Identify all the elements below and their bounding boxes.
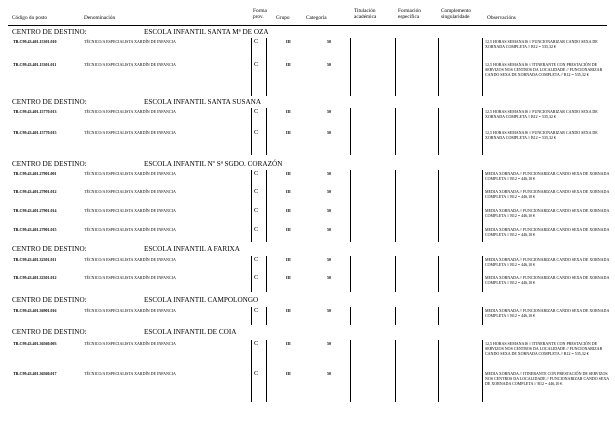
center-heading [12, 28, 269, 36]
forma-provision: C [254, 170, 259, 177]
column-rule [251, 307, 252, 325]
post-denomination: TÉCNICO/A ESPECIALISTA XARDÍN DE INFANCIA [84, 227, 176, 232]
school-name: ESCOLA INFANTIL CAMPOLONGO [144, 296, 259, 304]
center-heading [12, 160, 283, 168]
group-value: III [286, 189, 291, 194]
column-rule [350, 307, 351, 325]
forma-provision: C [254, 207, 259, 214]
category-value: 50 [327, 62, 331, 67]
header-codigo: Código do posto [12, 15, 48, 21]
column-rule [438, 108, 439, 155]
column-rule [482, 307, 483, 325]
post-denomination: TÉCNICO/A ESPECIALISTA XARDÍN DE INFANCIA [84, 189, 176, 194]
header-observacions: Observacións [487, 15, 516, 21]
school-name: ESCOLA INFANTIL SANTA Mª DE OZA [144, 28, 269, 36]
observations-text: MEDIA XORNADA // ITINERANTE CON PRESTACIÓN DE SERVIZOS NOS CENTROS DA LOCALIDADE // FUNCIONARIZAR CANDO SEXA DE XORNADA COMPLETA // B12 = 446,10 € [485, 371, 609, 386]
column-rule [266, 170, 267, 242]
post-denomination: TÉCNICO/A ESPECIALISTA XARDÍN DE INFANCIA [84, 109, 176, 114]
observations-text: MEDIA XORNADA // FUNCIONARIZAR CANDO SEXA DE XORNADA COMPLETA // B12 = 446,10 € [485, 308, 610, 318]
header-complemento: Complemento singularidade [441, 8, 472, 20]
observations-text: 12,5 HORAS SEMANAIS // ITINERANTE CON PRESTACIÓN DE SERVIZOS NOS CENTROS DA LOCALIDADE // FUNCIONARIZAR CANDO SEXA DE XORNADA COMPLETA // B12 = 535,32 € [485, 341, 603, 356]
header-formacion: Formación específica [398, 8, 421, 20]
observations-text: MEDIA XORNADA // FUNCIONARIZAR CANDO SEXA DE XORNADA COMPLETA // B12 = 446,10 € [485, 208, 610, 218]
group-value: III [286, 371, 291, 376]
category-value: 50 [327, 39, 331, 44]
header-forma: Forma prov. [253, 8, 267, 20]
column-rule [350, 340, 351, 402]
post-code: TR.C99.43.401.36560.017 [13, 371, 57, 376]
observations-text: 12,5 HORAS SEMANAIS // FUNCIONARIZAR CANDO SEXA DE XORNADA COMPLETA // B12 = 535,32 € [485, 130, 598, 140]
center-heading [12, 245, 240, 253]
center-label: CENTRO DE DESTINO: [12, 28, 87, 36]
center-heading [12, 98, 262, 106]
header-denominacion: Denominación [84, 15, 116, 21]
column-rule [482, 340, 483, 402]
category-value: 50 [327, 257, 331, 262]
forma-provision: C [254, 307, 259, 314]
header-rule [8, 25, 607, 26]
column-rule [395, 108, 396, 155]
center-label: CENTRO DE DESTINO: [12, 245, 87, 253]
category-value: 50 [327, 109, 331, 114]
column-rule [395, 38, 396, 96]
category-value: 50 [327, 171, 331, 176]
post-denomination: TÉCNICO/A ESPECIALISTA XARDÍN DE INFANCIA [84, 39, 176, 44]
column-rule [438, 38, 439, 96]
post-code: TR.C99.43.401.27901.012 [13, 189, 57, 194]
category-value: 50 [327, 308, 331, 313]
group-value: III [286, 171, 291, 176]
observations-text: MEDIA XORNADA // FUNCIONARIZAR CANDO SEXA DE XORNADA COMPLETA // B12 = 446,10 € [485, 257, 610, 267]
post-code: TR.C99.43.401.15301.010 [13, 39, 57, 44]
column-rule [395, 256, 396, 292]
post-code: TR.C99.43.401.27901.001 [13, 171, 57, 176]
category-value: 50 [327, 208, 331, 213]
post-denomination: TÉCNICO/A ESPECIALISTA XARDÍN DE INFANCIA [84, 275, 176, 280]
center-label: CENTRO DE DESTINO: [12, 328, 87, 336]
group-value: III [286, 275, 291, 280]
column-rule [482, 256, 483, 292]
post-code: TR.C99.43.401.27901.015 [13, 227, 57, 232]
forma-provision: C [254, 340, 259, 347]
post-code: TR.C99.43.401.36901.016 [13, 308, 57, 313]
center-label: CENTRO DE DESTINO: [12, 98, 87, 106]
post-denomination: TÉCNICO/A ESPECIALISTA XARDÍN DE INFANCIA [84, 371, 176, 376]
post-code: TR.C99.43.401.27901.014 [13, 208, 57, 213]
header-categoria: Categoría [306, 15, 327, 21]
column-rule [395, 170, 396, 242]
column-rule [482, 108, 483, 155]
column-rule [266, 307, 267, 325]
post-denomination: TÉCNICO/A ESPECIALISTA XARDÍN DE INFANCIA [84, 171, 176, 176]
category-value: 50 [327, 275, 331, 280]
column-rule [251, 38, 252, 96]
column-rule [266, 340, 267, 402]
group-value: III [286, 109, 291, 114]
category-value: 50 [327, 341, 331, 346]
observations-text: 12,5 HORAS SEMANAIS // FUNCIONARIZAR CANDO SEXA DE XORNADA COMPLETA // B12 = 535,32 € [485, 39, 598, 49]
column-rule [438, 340, 439, 402]
center-label: CENTRO DE DESTINO: [12, 296, 87, 304]
group-value: III [286, 227, 291, 232]
post-code: TR.C99.43.401.32301.011 [13, 257, 57, 262]
column-rule [251, 108, 252, 155]
category-value: 50 [327, 371, 331, 376]
forma-provision: C [254, 226, 259, 233]
column-rule [350, 38, 351, 96]
group-value: III [286, 341, 291, 346]
post-code: TR.C99.43.401.36560.003 [13, 341, 57, 346]
column-rule [266, 38, 267, 96]
forma-provision: C [254, 129, 259, 136]
forma-provision: C [254, 61, 259, 68]
post-code: TR.C99.43.401.15770.013 [13, 109, 57, 114]
group-value: III [286, 130, 291, 135]
group-value: III [286, 257, 291, 262]
column-rule [251, 170, 252, 242]
column-rule [251, 256, 252, 292]
school-name: ESCOLA INFANTIL Nº Sª SGDO. CORAZÓN [144, 160, 283, 168]
post-denomination: TÉCNICO/A ESPECIALISTA XARDÍN DE INFANCIA [84, 257, 176, 262]
forma-provision: C [254, 108, 259, 115]
school-name: ESCOLA INFANTIL SANTA SUSANA [144, 98, 262, 106]
column-rule [438, 256, 439, 292]
observations-text: 12,5 HORAS SEMANAIS // FUNCIONARIZAR CANDO SEXA DE XORNADA COMPLETA // B12 = 535,32 € [485, 109, 598, 119]
category-value: 50 [327, 227, 331, 232]
observations-text: MEDIA XORNADA // FUNCIONARIZAR CANDO SEXA DE XORNADA COMPLETA // B12 = 446,10 € [485, 189, 610, 199]
forma-provision: C [254, 256, 259, 263]
column-rule [350, 256, 351, 292]
forma-provision: C [254, 188, 259, 195]
school-name: ESCOLA INFANTIL A FARIXA [144, 245, 240, 253]
group-value: III [286, 62, 291, 67]
school-name: ESCOLA INFANTIL DE COIA [144, 328, 237, 336]
column-rule [251, 340, 252, 402]
header-grupo: Grupo [276, 15, 290, 21]
column-rule [482, 170, 483, 242]
observations-text: 12,5 HORAS SEMANAIS // ITINERANTE CON PRESTACIÓN DE SERVIZOS NOS CENTROS DA LOCALIDADE // FUNCIONARIZAR CANDO SEXA DE XORNADA COMPLETA // B12 = 535,32 € [485, 62, 603, 77]
center-label: CENTRO DE DESTINO: [12, 160, 87, 168]
column-rule [350, 108, 351, 155]
center-heading [12, 296, 259, 304]
post-denomination: TÉCNICO/A ESPECIALISTA XARDÍN DE INFANCIA [84, 208, 176, 213]
column-rule [395, 340, 396, 402]
post-code: TR.C99.43.401.15301.011 [13, 62, 57, 67]
header-titulacion: Titulación académica [354, 8, 377, 20]
column-rule [266, 108, 267, 155]
column-rule [266, 256, 267, 292]
column-rule [438, 170, 439, 242]
center-heading [12, 328, 237, 336]
forma-provision: C [254, 274, 259, 281]
post-code: TR.C99.43.401.15770.015 [13, 130, 57, 135]
column-rule [395, 307, 396, 325]
category-value: 50 [327, 130, 331, 135]
group-value: III [286, 208, 291, 213]
column-rule [482, 38, 483, 96]
post-denomination: TÉCNICO/A ESPECIALISTA XARDÍN DE INFANCIA [84, 308, 176, 313]
category-value: 50 [327, 189, 331, 194]
observations-text: MEDIA XORNADA // FUNCIONARIZAR CANDO SEXA DE XORNADA COMPLETA // B12 = 446,10 € [485, 171, 610, 181]
column-rule [350, 170, 351, 242]
observations-text: MEDIA XORNADA // FUNCIONARIZAR CANDO SEXA DE XORNADA COMPLETA // B12 = 446,10 € [485, 227, 610, 237]
column-rule [438, 307, 439, 325]
group-value: III [286, 39, 291, 44]
forma-provision: C [254, 370, 259, 377]
post-denomination: TÉCNICO/A ESPECIALISTA XARDÍN DE INFANCIA [84, 62, 176, 67]
group-value: III [286, 308, 291, 313]
observations-text: MEDIA XORNADA // FUNCIONARIZAR CANDO SEXA DE XORNADA COMPLETA // B12 = 446,10 € [485, 275, 610, 285]
post-denomination: TÉCNICO/A ESPECIALISTA XARDÍN DE INFANCIA [84, 341, 176, 346]
post-denomination: TÉCNICO/A ESPECIALISTA XARDÍN DE INFANCIA [84, 130, 176, 135]
forma-provision: C [254, 38, 259, 45]
post-code: TR.C99.43.401.32301.012 [13, 275, 57, 280]
